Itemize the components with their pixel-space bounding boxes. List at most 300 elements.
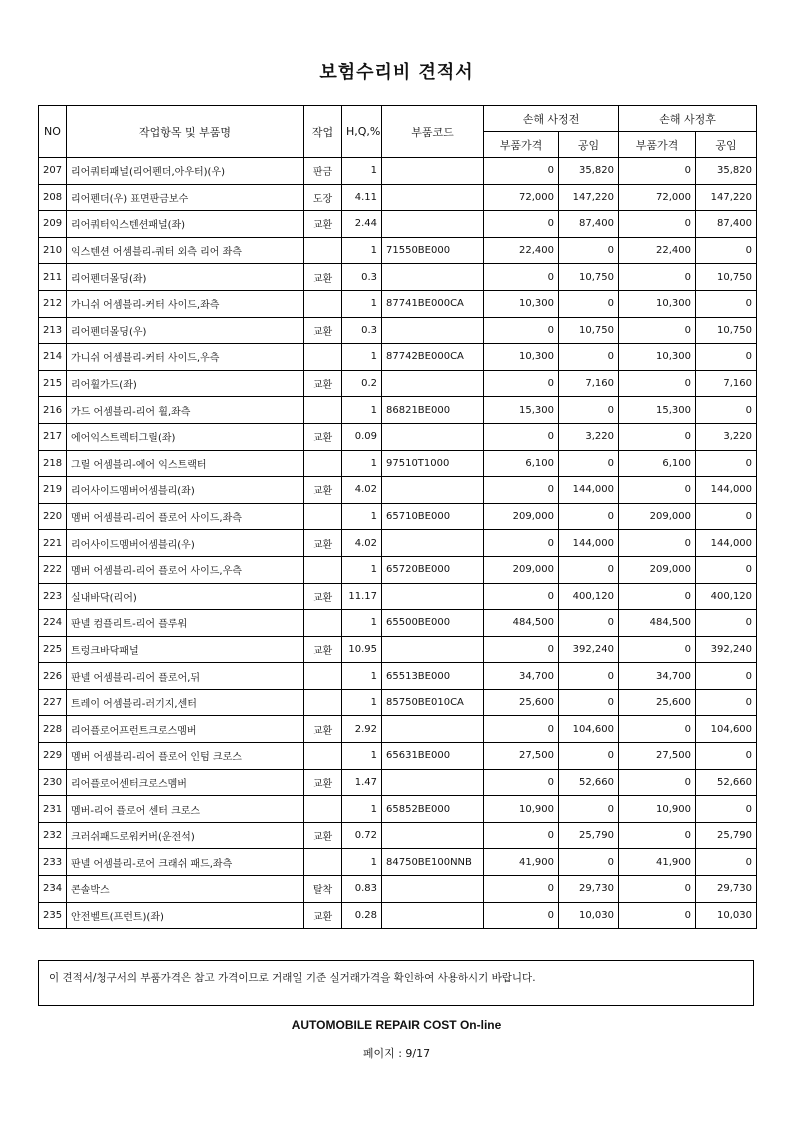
table-row — [39, 822, 757, 849]
cell-before-labor: 29,730 — [559, 876, 619, 903]
cell-before-part-price: 484,500 — [484, 610, 559, 637]
cell-no: 232 — [39, 822, 67, 849]
cell-after-part-price: 209,000 — [619, 556, 696, 583]
table-row — [39, 556, 757, 583]
cell-after-labor: 0 — [696, 397, 757, 424]
col-header-no: NO — [39, 106, 67, 158]
cell-before-part-price: 34,700 — [484, 663, 559, 690]
cell-hq: 0.72 — [342, 822, 382, 849]
cell-code: 87742BE000CA — [382, 344, 484, 371]
col-header-item: 작업항목 및 부품명 — [67, 106, 304, 158]
cell-work — [304, 743, 342, 770]
cell-hq: 1 — [342, 450, 382, 477]
cell-after-part-price: 34,700 — [619, 663, 696, 690]
table-row — [39, 743, 757, 770]
cell-work — [304, 397, 342, 424]
cell-after-labor: 147,220 — [696, 184, 757, 211]
cell-after-labor: 25,790 — [696, 822, 757, 849]
cell-before-labor: 0 — [559, 663, 619, 690]
cell-before-part-price: 6,100 — [484, 450, 559, 477]
cell-item: 리어쿼터익스텐션패널(좌) — [67, 211, 304, 238]
cell-after-part-price: 0 — [619, 264, 696, 291]
cell-no: 209 — [39, 211, 67, 238]
cell-no: 219 — [39, 477, 67, 504]
cell-no: 227 — [39, 689, 67, 716]
cell-hq: 1 — [342, 503, 382, 530]
cell-before-labor: 392,240 — [559, 636, 619, 663]
cell-no: 213 — [39, 317, 67, 344]
cell-before-labor: 0 — [559, 344, 619, 371]
table-row — [39, 423, 757, 450]
col-header-work: 작업 — [304, 106, 342, 158]
cell-work: 교환 — [304, 477, 342, 504]
cell-work: 교환 — [304, 317, 342, 344]
table-row — [39, 184, 757, 211]
table-row — [39, 344, 757, 371]
table-row — [39, 211, 757, 238]
cell-work — [304, 689, 342, 716]
cell-after-part-price: 209,000 — [619, 503, 696, 530]
cell-item: 가니쉬 어셈블리-커터 사이드,우측 — [67, 344, 304, 371]
cell-item: 그릴 어셈블리-에어 익스트랙터 — [67, 450, 304, 477]
cell-hq: 1 — [342, 397, 382, 424]
cell-work: 교환 — [304, 636, 342, 663]
cell-item: 트레이 어셈블리-러기지,센터 — [67, 689, 304, 716]
table-row — [39, 158, 757, 185]
cell-hq: 4.11 — [342, 184, 382, 211]
cell-after-part-price: 22,400 — [619, 237, 696, 264]
cell-work: 교환 — [304, 769, 342, 796]
cell-no: 217 — [39, 423, 67, 450]
cell-after-part-price: 0 — [619, 317, 696, 344]
cell-before-part-price: 0 — [484, 211, 559, 238]
cell-code: 85750BE010CA — [382, 689, 484, 716]
cell-after-part-price: 0 — [619, 716, 696, 743]
table-body — [39, 158, 757, 929]
table-row — [39, 689, 757, 716]
cell-no: 210 — [39, 237, 67, 264]
cell-before-part-price: 0 — [484, 370, 559, 397]
cell-after-labor: 0 — [696, 743, 757, 770]
table-row — [39, 450, 757, 477]
table-row — [39, 796, 757, 823]
cell-after-part-price: 0 — [619, 370, 696, 397]
table-row — [39, 610, 757, 637]
cell-before-part-price: 0 — [484, 769, 559, 796]
cell-before-part-price: 0 — [484, 822, 559, 849]
cell-work: 교환 — [304, 716, 342, 743]
cell-after-labor: 10,750 — [696, 264, 757, 291]
cell-work — [304, 556, 342, 583]
cell-work — [304, 663, 342, 690]
estimate-table — [38, 105, 757, 929]
table-row — [39, 849, 757, 876]
cell-after-labor: 7,160 — [696, 370, 757, 397]
cell-after-labor: 0 — [696, 556, 757, 583]
cell-work — [304, 610, 342, 637]
cell-after-labor: 52,660 — [696, 769, 757, 796]
cell-hq: 1 — [342, 849, 382, 876]
cell-hq: 1 — [342, 556, 382, 583]
cell-before-part-price: 0 — [484, 477, 559, 504]
cell-after-labor: 10,750 — [696, 317, 757, 344]
cell-no: 224 — [39, 610, 67, 637]
cell-before-part-price: 10,300 — [484, 344, 559, 371]
cell-before-labor: 147,220 — [559, 184, 619, 211]
cell-work: 교환 — [304, 423, 342, 450]
cell-after-labor: 104,600 — [696, 716, 757, 743]
cell-work: 교환 — [304, 370, 342, 397]
cell-after-part-price: 27,500 — [619, 743, 696, 770]
col-header-before-part-price: 부품가격 — [484, 132, 559, 158]
cell-item: 판넬 어셈블리-로어 크래쉬 패드,좌측 — [67, 849, 304, 876]
cell-before-labor: 0 — [559, 743, 619, 770]
cell-after-labor: 400,120 — [696, 583, 757, 610]
cell-code: 87741BE000CA — [382, 290, 484, 317]
cell-after-labor: 144,000 — [696, 477, 757, 504]
col-header-after: 손해 사정후 — [619, 106, 757, 132]
table-row — [39, 397, 757, 424]
cell-work — [304, 849, 342, 876]
price-notice: 이 견적서/청구서의 부품가격은 참고 가격이므로 거래일 기준 실거래가격을 확인하여 사용하시기 바랍니다. — [38, 960, 754, 1006]
cell-after-part-price: 0 — [619, 211, 696, 238]
cell-hq: 1.47 — [342, 769, 382, 796]
cell-no: 231 — [39, 796, 67, 823]
cell-after-labor: 392,240 — [696, 636, 757, 663]
cell-hq: 1 — [342, 344, 382, 371]
cell-no: 234 — [39, 876, 67, 903]
cell-before-labor: 0 — [559, 796, 619, 823]
cell-code — [382, 902, 484, 929]
cell-no: 229 — [39, 743, 67, 770]
table-row — [39, 503, 757, 530]
cell-work — [304, 796, 342, 823]
cell-code: 65513BE000 — [382, 663, 484, 690]
cell-hq: 1 — [342, 796, 382, 823]
cell-before-labor: 25,790 — [559, 822, 619, 849]
page-number: 페이지 : 9/17 — [362, 1047, 431, 1060]
cell-after-part-price: 41,900 — [619, 849, 696, 876]
cell-after-part-price: 0 — [619, 583, 696, 610]
cell-before-part-price: 27,500 — [484, 743, 559, 770]
cell-after-labor: 10,030 — [696, 902, 757, 929]
cell-before-part-price: 209,000 — [484, 503, 559, 530]
cell-code: 65500BE000 — [382, 610, 484, 637]
cell-hq: 1 — [342, 290, 382, 317]
cell-after-part-price: 72,000 — [619, 184, 696, 211]
cell-after-part-price: 25,600 — [619, 689, 696, 716]
cell-hq: 0.83 — [342, 876, 382, 903]
cell-before-part-price: 0 — [484, 876, 559, 903]
cell-item: 리어사이드멤버어셈블리(우) — [67, 530, 304, 557]
cell-code — [382, 423, 484, 450]
cell-no: 223 — [39, 583, 67, 610]
cell-after-part-price: 0 — [619, 530, 696, 557]
cell-before-labor: 104,600 — [559, 716, 619, 743]
cell-after-labor: 0 — [696, 796, 757, 823]
cell-after-part-price: 15,300 — [619, 397, 696, 424]
cell-hq: 11.17 — [342, 583, 382, 610]
cell-before-part-price: 0 — [484, 158, 559, 185]
cell-hq: 2.92 — [342, 716, 382, 743]
cell-before-part-price: 0 — [484, 636, 559, 663]
cell-item: 멤버 어셈블리-리어 플로어 사이드,좌측 — [67, 503, 304, 530]
cell-code — [382, 769, 484, 796]
cell-no: 212 — [39, 290, 67, 317]
cell-hq: 1 — [342, 743, 382, 770]
cell-no: 207 — [39, 158, 67, 185]
cell-after-part-price: 6,100 — [619, 450, 696, 477]
cell-no: 214 — [39, 344, 67, 371]
cell-code — [382, 716, 484, 743]
cell-code — [382, 158, 484, 185]
cell-item: 에어익스트렉터그릴(좌) — [67, 423, 304, 450]
cell-item: 리어사이드멤버어셈블리(좌) — [67, 477, 304, 504]
cell-hq: 4.02 — [342, 530, 382, 557]
cell-item: 리어플로어센터크로스멤버 — [67, 769, 304, 796]
cell-before-part-price: 209,000 — [484, 556, 559, 583]
cell-hq: 1 — [342, 610, 382, 637]
cell-work: 교환 — [304, 530, 342, 557]
cell-before-part-price: 0 — [484, 530, 559, 557]
cell-before-part-price: 22,400 — [484, 237, 559, 264]
cell-no: 216 — [39, 397, 67, 424]
cell-no: 230 — [39, 769, 67, 796]
col-header-after-part-price: 부품가격 — [619, 132, 696, 158]
cell-before-part-price: 10,300 — [484, 290, 559, 317]
col-header-before-labor: 공임 — [559, 132, 619, 158]
cell-code: 97510T1000 — [382, 450, 484, 477]
cell-no: 228 — [39, 716, 67, 743]
cell-code — [382, 184, 484, 211]
cell-hq: 2.44 — [342, 211, 382, 238]
cell-work — [304, 344, 342, 371]
cell-code: 84750BE100NNB — [382, 849, 484, 876]
cell-before-labor: 0 — [559, 290, 619, 317]
cell-before-labor: 144,000 — [559, 530, 619, 557]
col-header-code: 부품코드 — [382, 106, 484, 158]
cell-before-labor: 87,400 — [559, 211, 619, 238]
cell-work: 판금 — [304, 158, 342, 185]
cell-before-part-price: 15,300 — [484, 397, 559, 424]
cell-hq: 1 — [342, 158, 382, 185]
cell-hq: 0.2 — [342, 370, 382, 397]
cell-code — [382, 583, 484, 610]
cell-before-labor: 0 — [559, 397, 619, 424]
cell-before-labor: 0 — [559, 849, 619, 876]
cell-code: 71550BE000 — [382, 237, 484, 264]
cell-work — [304, 450, 342, 477]
table-row — [39, 237, 757, 264]
cell-item: 판넬 컴플리트-리어 플루워 — [67, 610, 304, 637]
cell-after-part-price: 0 — [619, 876, 696, 903]
cell-after-labor: 0 — [696, 689, 757, 716]
table-row — [39, 477, 757, 504]
cell-item: 리어휠가드(좌) — [67, 370, 304, 397]
cell-after-labor: 0 — [696, 849, 757, 876]
cell-item: 가드 어셈블리-리어 휠,좌측 — [67, 397, 304, 424]
cell-no: 235 — [39, 902, 67, 929]
cell-code — [382, 822, 484, 849]
cell-item: 판넬 어셈블리-리어 플로어,뒤 — [67, 663, 304, 690]
cell-no: 211 — [39, 264, 67, 291]
cell-code: 65631BE000 — [382, 743, 484, 770]
cell-after-labor: 0 — [696, 503, 757, 530]
cell-before-labor: 10,750 — [559, 317, 619, 344]
cell-hq: 1 — [342, 689, 382, 716]
cell-after-part-price: 10,300 — [619, 344, 696, 371]
cell-item: 콘솔박스 — [67, 876, 304, 903]
cell-work: 도장 — [304, 184, 342, 211]
cell-after-labor: 144,000 — [696, 530, 757, 557]
cell-after-labor: 3,220 — [696, 423, 757, 450]
cell-hq: 1 — [342, 663, 382, 690]
cell-after-labor: 0 — [696, 663, 757, 690]
cell-code: 65720BE000 — [382, 556, 484, 583]
cell-after-part-price: 10,300 — [619, 290, 696, 317]
cell-code — [382, 370, 484, 397]
cell-work — [304, 503, 342, 530]
cell-before-labor: 35,820 — [559, 158, 619, 185]
cell-before-part-price: 25,600 — [484, 689, 559, 716]
cell-after-part-price: 0 — [619, 158, 696, 185]
cell-hq: 0.3 — [342, 264, 382, 291]
cell-no: 221 — [39, 530, 67, 557]
cell-no: 222 — [39, 556, 67, 583]
cell-before-labor: 0 — [559, 503, 619, 530]
cell-item: 리어펜더몰딩(우) — [67, 317, 304, 344]
cell-no: 226 — [39, 663, 67, 690]
cell-item: 리어쿼터패널(리어펜더,아우터)(우) — [67, 158, 304, 185]
cell-code — [382, 211, 484, 238]
cell-code — [382, 636, 484, 663]
table-row — [39, 583, 757, 610]
cell-before-part-price: 0 — [484, 716, 559, 743]
cell-before-part-price: 41,900 — [484, 849, 559, 876]
cell-item: 가니쉬 어셈블리-커터 사이드,좌측 — [67, 290, 304, 317]
cell-after-labor: 35,820 — [696, 158, 757, 185]
cell-hq: 10.95 — [342, 636, 382, 663]
cell-before-labor: 0 — [559, 556, 619, 583]
cell-code — [382, 317, 484, 344]
cell-after-part-price: 10,900 — [619, 796, 696, 823]
cell-after-part-price: 484,500 — [619, 610, 696, 637]
cell-hq: 1 — [342, 237, 382, 264]
cell-after-part-price: 0 — [619, 902, 696, 929]
cell-work — [304, 290, 342, 317]
table-row — [39, 876, 757, 903]
cell-item: 리어플로어프런트크로스멤버 — [67, 716, 304, 743]
cell-no: 225 — [39, 636, 67, 663]
cell-hq: 0.09 — [342, 423, 382, 450]
cell-before-labor: 7,160 — [559, 370, 619, 397]
cell-code — [382, 477, 484, 504]
cell-before-labor: 10,030 — [559, 902, 619, 929]
cell-after-labor: 0 — [696, 290, 757, 317]
cell-work: 교환 — [304, 264, 342, 291]
cell-no: 215 — [39, 370, 67, 397]
cell-code: 86821BE000 — [382, 397, 484, 424]
cell-code: 65710BE000 — [382, 503, 484, 530]
table-row — [39, 370, 757, 397]
cell-before-part-price: 0 — [484, 583, 559, 610]
cell-after-labor: 29,730 — [696, 876, 757, 903]
table-row — [39, 290, 757, 317]
col-header-before: 손해 사정전 — [484, 106, 619, 132]
cell-item: 리어펜더몰딩(좌) — [67, 264, 304, 291]
cell-before-part-price: 0 — [484, 317, 559, 344]
cell-before-part-price: 10,900 — [484, 796, 559, 823]
cell-work: 교환 — [304, 583, 342, 610]
table-row — [39, 264, 757, 291]
cell-item: 크러쉬패드로워커버(운전석) — [67, 822, 304, 849]
cell-after-part-price: 0 — [619, 636, 696, 663]
table-row — [39, 716, 757, 743]
cell-item: 익스텐션 어셈블리-쿼터 외측 리어 좌측 — [67, 237, 304, 264]
cell-before-labor: 10,750 — [559, 264, 619, 291]
cell-work: 교환 — [304, 211, 342, 238]
cell-item: 멤버 어셈블리-리어 플로어 사이드,우측 — [67, 556, 304, 583]
cell-before-part-price: 0 — [484, 264, 559, 291]
cell-item: 멤버-리어 플로어 센터 크로스 — [67, 796, 304, 823]
cell-before-labor: 0 — [559, 450, 619, 477]
cell-before-part-price: 0 — [484, 423, 559, 450]
cell-before-labor: 3,220 — [559, 423, 619, 450]
table-row — [39, 317, 757, 344]
cell-no: 218 — [39, 450, 67, 477]
cell-work — [304, 237, 342, 264]
cell-no: 208 — [39, 184, 67, 211]
cell-before-part-price: 0 — [484, 902, 559, 929]
cell-item: 트렁크바닥패널 — [67, 636, 304, 663]
table-row — [39, 769, 757, 796]
table-row — [39, 902, 757, 929]
cell-code — [382, 264, 484, 291]
cell-hq: 0.3 — [342, 317, 382, 344]
cell-item: 리어펜더(우) 표면판금보수 — [67, 184, 304, 211]
table-row — [39, 663, 757, 690]
cell-code — [382, 530, 484, 557]
cell-work: 탈착 — [304, 876, 342, 903]
cell-after-labor: 0 — [696, 344, 757, 371]
cell-hq: 0.28 — [342, 902, 382, 929]
cell-code — [382, 876, 484, 903]
cell-after-labor: 0 — [696, 610, 757, 637]
cell-no: 220 — [39, 503, 67, 530]
cell-item: 실내바닥(리어) — [67, 583, 304, 610]
cell-work: 교환 — [304, 822, 342, 849]
cell-work: 교환 — [304, 902, 342, 929]
table-row — [39, 636, 757, 663]
col-header-after-labor: 공임 — [696, 132, 757, 158]
table-row — [39, 530, 757, 557]
cell-after-labor: 0 — [696, 450, 757, 477]
cell-before-labor: 400,120 — [559, 583, 619, 610]
cell-before-labor: 0 — [559, 237, 619, 264]
col-header-hq: H,Q,% — [342, 106, 382, 158]
cell-item: 멤버 어셈블리-리어 플로어 인텀 크로스 — [67, 743, 304, 770]
cell-hq: 4.02 — [342, 477, 382, 504]
table-header — [39, 106, 757, 158]
cell-after-labor: 87,400 — [696, 211, 757, 238]
cell-before-labor: 0 — [559, 610, 619, 637]
cell-before-labor: 0 — [559, 689, 619, 716]
footer-brand: AUTOMOBILE REPAIR COST On-line — [291, 1018, 502, 1032]
cell-before-labor: 52,660 — [559, 769, 619, 796]
cell-after-part-price: 0 — [619, 769, 696, 796]
cell-after-part-price: 0 — [619, 423, 696, 450]
cell-code: 65852BE000 — [382, 796, 484, 823]
